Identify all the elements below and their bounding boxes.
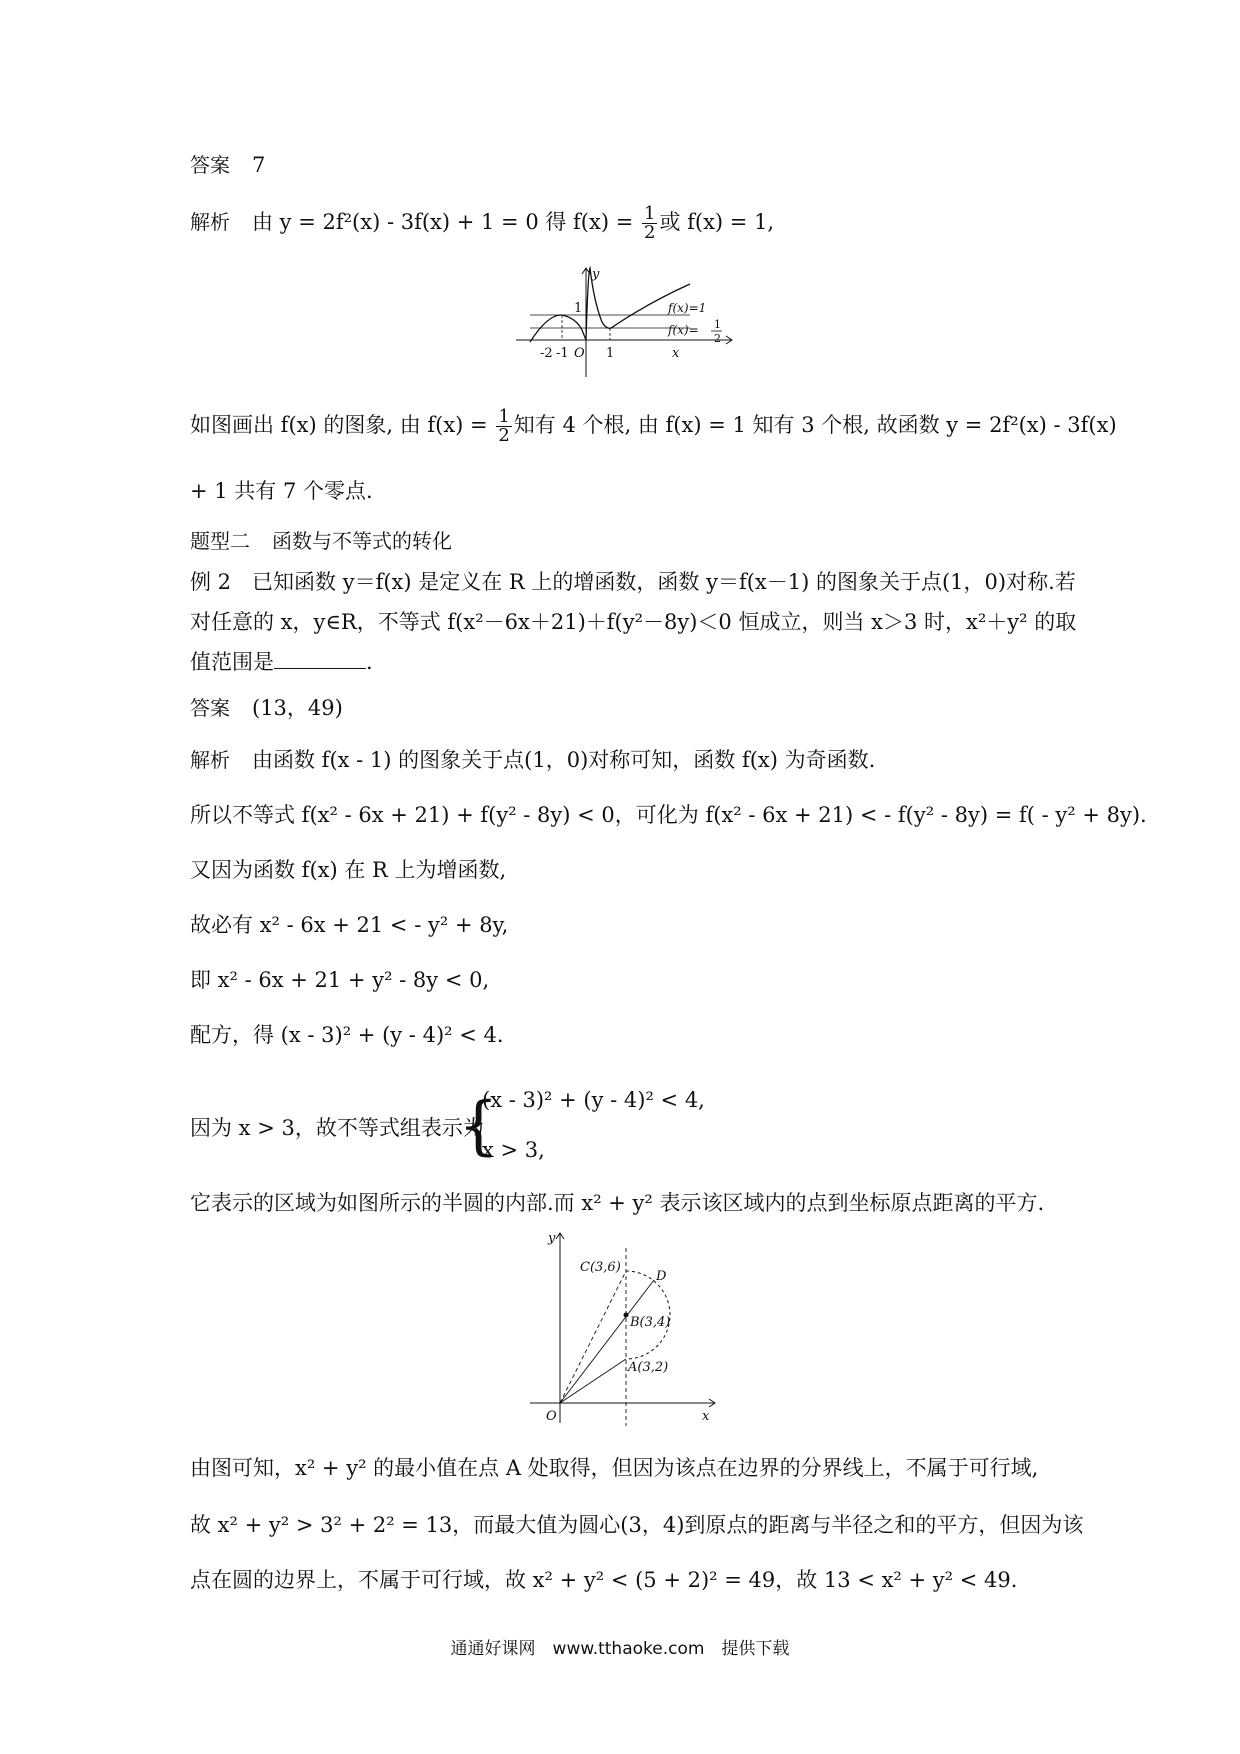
- ray-OD: [560, 1280, 654, 1403]
- tick-neg2: -2: [540, 346, 553, 361]
- y-axis-label: y: [592, 267, 600, 282]
- answer-blank: [274, 648, 366, 669]
- label-f-eq-1: f(x)=1: [668, 301, 707, 315]
- example-2-line-2: 对任意的 x，y∈R，不等式 f(x²－6x＋21)＋f(y²－8y)＜0 恒成立，则当 x＞3 时，x²＋y² 的取: [190, 610, 1077, 634]
- analysis-2-text: 由函数 f(x - 1) 的图象关于点(1，0)对称可知，函数 f(x) 为奇函数.: [252, 748, 876, 772]
- analysis-2-line-5: 即 x² - 6x + 21 + y² - 8y < 0,: [190, 968, 490, 992]
- answer-1: [190, 150, 265, 180]
- tick-1-x: 1: [606, 346, 615, 361]
- analysis-2-line-11: 点在圆的边界上，不属于可行域，故 x² + y² < (5 + 2)² = 49，故 13 < x² + y² < 49.: [190, 1568, 1018, 1592]
- analysis-label: 解析: [190, 748, 230, 772]
- left-brace: {: [458, 1089, 499, 1163]
- label-half-den: 2: [714, 332, 721, 345]
- analysis-2-line-8: 它表示的区域为如图所示的半圆的内部.而 x² + y² 表示该区域内的点到坐标原点距离的平方.: [190, 1191, 1045, 1215]
- origin-label: O: [546, 1409, 557, 1424]
- fraction-half-2: $\frac{1}{2}$: [498, 406, 510, 446]
- section-title: 题型二: [190, 529, 250, 553]
- analysis-text-a: 由 y = 2f²(x) - 3f(x) + 1 = 0 得 f(x) =: [252, 210, 634, 234]
- answer-value: 7: [252, 153, 266, 177]
- analysis-label: 解析: [190, 210, 230, 234]
- paragraph-1-line-2: + 1 共有 7 个零点.: [190, 479, 373, 503]
- point-B: [624, 1313, 629, 1318]
- analysis-2-line-4: 故必有 x² - 6x + 21 < - y² + 8y,: [190, 913, 509, 937]
- x-axis-label: x: [672, 346, 680, 361]
- system-case-2: x > 3,: [482, 1138, 545, 1162]
- label-half-num: 1: [714, 318, 721, 331]
- label-A: A(3,2): [628, 1360, 669, 1375]
- analysis-2-line-2: 所以不等式 f(x² - 6x + 21) + f(y² - 8y) < 0，可化为 f(x² - 6x + 21) < - f(y² - 8y) = f( - y² + 8y).: [190, 803, 1147, 827]
- label-C: C(3,6): [580, 1260, 621, 1275]
- label-B: B(3,4): [630, 1315, 671, 1330]
- function-graph-figure: [510, 262, 740, 382]
- system-lead-text: 因为 x > 3，故不等式组表示为: [190, 1116, 484, 1140]
- paragraph-text-b: 知有 4 个根, 由 f(x) = 1 知有 3 个根, 故函数 y = 2f²(x) - 3f(x): [513, 413, 1117, 437]
- analysis-2-line-3: 又因为函数 f(x) 在 R 上为增函数,: [190, 858, 507, 882]
- semicircle-region-figure: [520, 1228, 720, 1428]
- dashed-ray-OC: [560, 1271, 626, 1403]
- answer-value: (13，49): [252, 696, 343, 720]
- ray-OA: [560, 1359, 626, 1403]
- label-D: D: [656, 1269, 667, 1284]
- x-axis-label: x: [702, 1409, 710, 1424]
- example-2-line-3-text: 值范围是: [190, 650, 274, 674]
- analysis-2-line-10: 故 x² + y² > 3² + 2² = 13，而最大值为圆心(3，4)到原点的距离与半径之和的平方，但因为该: [190, 1513, 1084, 1537]
- page-footer: 通通好课网 www.tthaoke.com 提供下载: [450, 1639, 790, 1659]
- label-f-eq-half: f(x)=: [668, 323, 699, 337]
- system-case-1: (x - 3)² + (y - 4)² < 4,: [482, 1088, 705, 1112]
- origin-label: O: [574, 346, 585, 361]
- y-axis-label: y: [548, 1231, 556, 1246]
- analysis-2-line-9: 由图可知，x² + y² 的最小值在点 A 处取得，但因为该点在边界的分界线上，不属于可行域,: [190, 1456, 1039, 1480]
- section-subtitle: 函数与不等式的转化: [272, 529, 452, 553]
- analysis-2-line-6: 配方，得 (x - 3)² + (y - 4)² < 4.: [190, 1023, 504, 1047]
- example-2-line-3: [190, 647, 373, 677]
- paragraph-text-a: 如图画出 f(x) 的图象, 由 f(x) =: [190, 413, 488, 437]
- answer-label: 答案: [190, 153, 230, 177]
- answer-2: [190, 693, 343, 723]
- section-heading: [190, 526, 452, 556]
- tick-1-y: 1: [574, 301, 583, 316]
- example-2-line-3-end: .: [366, 650, 373, 674]
- tick-neg1: -1: [556, 346, 569, 361]
- analysis-2-line-1: [190, 745, 875, 775]
- example-2-line-1: 例 2 已知函数 y＝f(x) 是定义在 R 上的增函数，函数 y＝f(x－1) 的图象关于点(1，0)对称.若: [190, 570, 1076, 594]
- fraction-half: $\frac{1}{2}$: [644, 203, 656, 243]
- analysis-1: [190, 205, 774, 242]
- paragraph-1: [190, 408, 1117, 445]
- answer-label: 答案: [190, 696, 230, 720]
- analysis-text-b: 或 f(x) = 1,: [659, 210, 775, 234]
